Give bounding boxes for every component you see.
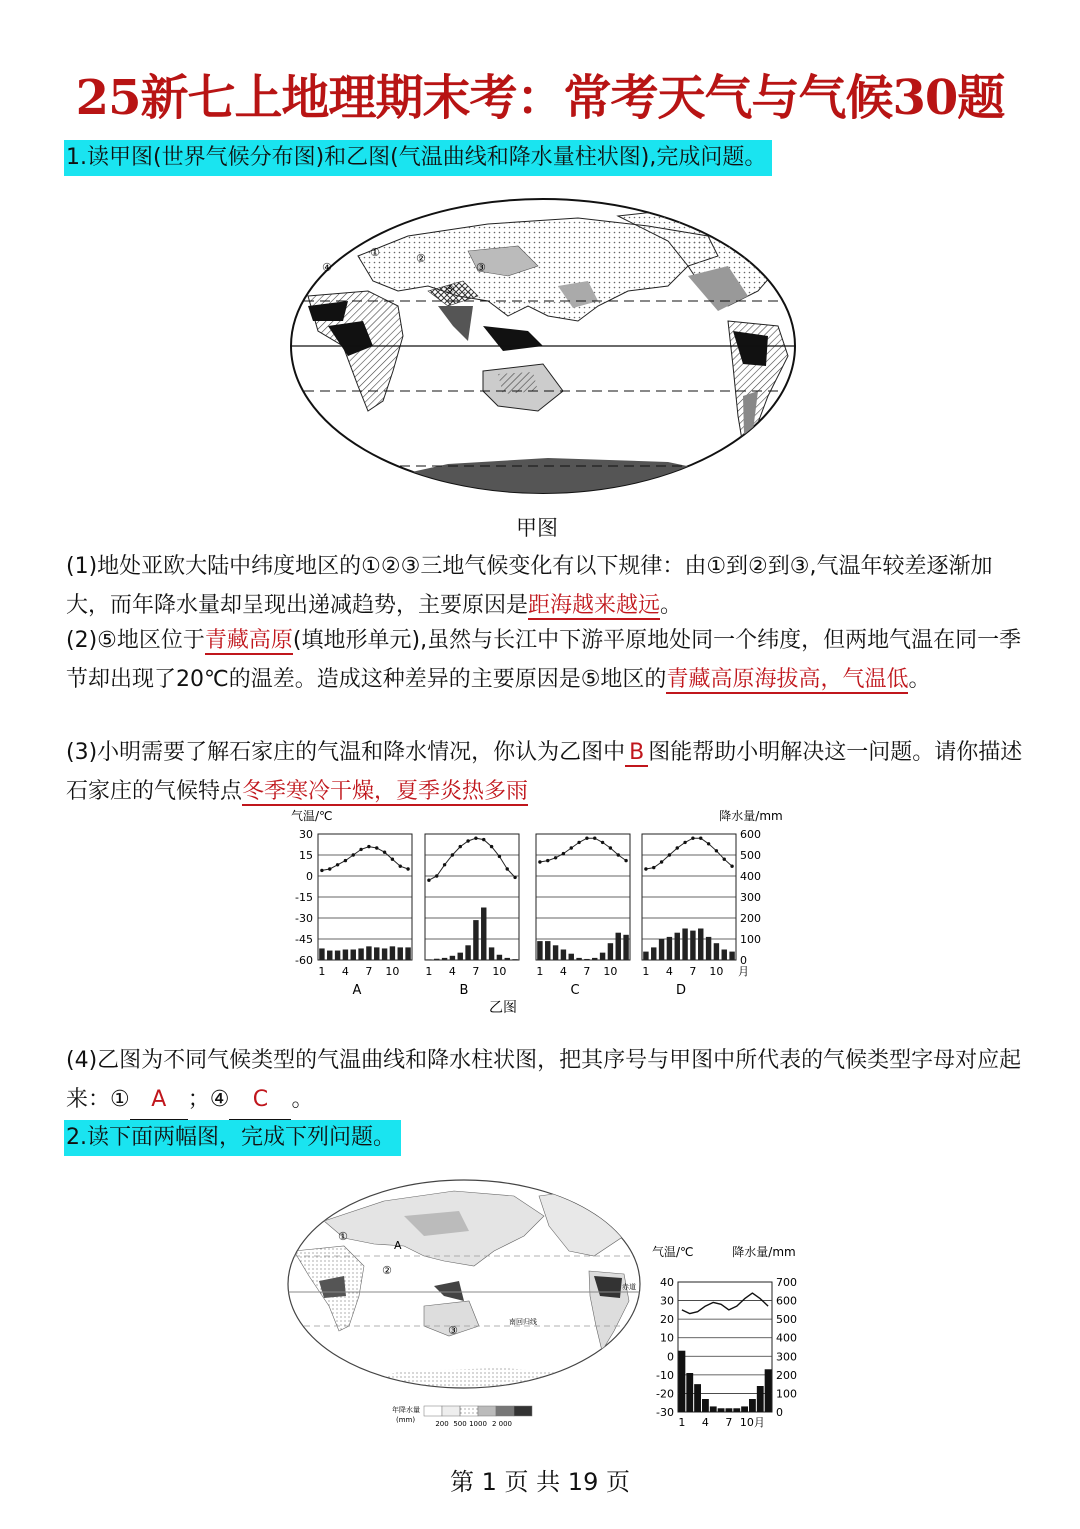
chart1-panel-label-A: A bbox=[352, 983, 362, 998]
chart1-temp-point-C-11 bbox=[617, 853, 620, 856]
chart1-right-tick: 400 bbox=[740, 870, 761, 883]
chart2-right-tick: 0 bbox=[776, 1406, 783, 1419]
chart1-temp-point-D-2 bbox=[652, 866, 655, 869]
map2-tropic-label: 南回归线 bbox=[509, 1318, 537, 1326]
chart1-temp-point-A-7 bbox=[367, 845, 370, 848]
world-climate-map-1 bbox=[288, 196, 798, 496]
chart1-temp-point-B-6 bbox=[466, 839, 469, 842]
chart1-bar-A-3 bbox=[335, 951, 340, 960]
q1-part2 bbox=[66, 621, 1026, 699]
chart1-bar-B-12 bbox=[512, 959, 517, 960]
chart1-temp-point-A-8 bbox=[375, 846, 378, 849]
chart1-temp-point-C-1 bbox=[538, 860, 541, 863]
chart1-temp-point-D-11 bbox=[723, 858, 726, 861]
chart1-left-tick: -60 bbox=[295, 954, 313, 967]
chart2-left-tick: -30 bbox=[656, 1406, 674, 1419]
chart1-temp-point-B-2 bbox=[435, 874, 438, 877]
chart1-temp-point-A-6 bbox=[359, 848, 362, 851]
chart1-bar-B-8 bbox=[481, 908, 486, 961]
chart1-temp-point-D-3 bbox=[660, 860, 663, 863]
chart1-bar-B-7 bbox=[473, 920, 478, 960]
chart1-temp-point-D-1 bbox=[644, 867, 647, 870]
chart1-bar-B-6 bbox=[465, 945, 470, 960]
chart2-month-tick: 4 bbox=[701, 1416, 709, 1429]
q1-part4-text-b: ；④ bbox=[187, 1087, 230, 1112]
chart1-right-tick: 200 bbox=[740, 912, 761, 925]
chart1-month-tick: 1 bbox=[425, 965, 433, 978]
chart1-bar-D-3 bbox=[659, 939, 664, 960]
chart1-left-tick: -45 bbox=[295, 933, 313, 946]
chart1-temp-point-D-4 bbox=[668, 853, 671, 856]
chart1-bar-C-12 bbox=[623, 935, 628, 960]
q1-part3 bbox=[66, 733, 1026, 811]
chart1-bar-A-12 bbox=[405, 947, 410, 960]
page-footer: 第 1 页 共 19 页 bbox=[450, 1468, 630, 1496]
chart1-month-tick: 1 bbox=[318, 965, 326, 978]
chart1-temp-point-A-4 bbox=[344, 859, 347, 862]
chart1-temp-point-A-9 bbox=[383, 851, 386, 854]
chart1-temp-point-C-2 bbox=[546, 859, 549, 862]
chart1-panel-C bbox=[536, 834, 630, 998]
chart1-panel-A bbox=[318, 834, 412, 998]
chart1-bar-D-8 bbox=[698, 929, 703, 961]
map1-label-4: ④ bbox=[322, 261, 332, 274]
chart1-month-tick: 10 bbox=[603, 965, 618, 978]
chart1-bar-B-3 bbox=[442, 958, 447, 960]
map2-legend-1000: 1000 bbox=[469, 1420, 487, 1428]
map1-label-1: ① bbox=[370, 246, 380, 259]
chart1-month-tick: 4 bbox=[448, 965, 456, 978]
chart1-left-tick: 0 bbox=[306, 870, 313, 883]
chart1-temp-point-B-9 bbox=[490, 845, 493, 848]
chart1-panel-B bbox=[425, 834, 519, 998]
chart2-bar-5 bbox=[710, 1406, 717, 1412]
chart2-ylabel-right: 降水量/mm bbox=[732, 1245, 796, 1259]
chart1-bar-A-2 bbox=[327, 951, 332, 960]
q1-part4-end: 。 bbox=[291, 1087, 314, 1112]
chart1-bar-A-4 bbox=[343, 950, 348, 961]
chart1-bar-D-9 bbox=[706, 937, 711, 960]
chart1-temp-point-C-4 bbox=[562, 852, 565, 855]
q1-part3-text-a: (3)小明需要了解石家庄的气温和降水情况，你认为乙图中 bbox=[66, 740, 626, 765]
chart1-right-tick: 500 bbox=[740, 849, 761, 862]
title-topic: 常考天气与气候 bbox=[563, 70, 893, 126]
chart2-bar-2 bbox=[686, 1373, 693, 1412]
chart1-temp-point-A-3 bbox=[336, 863, 339, 866]
q1-part4-blank-1: A bbox=[130, 1080, 188, 1120]
q1-part2-text-a: (2)⑤地区位于 bbox=[66, 628, 205, 653]
chart1-bar-C-5 bbox=[569, 954, 574, 960]
chart1-bar-A-8 bbox=[374, 947, 379, 960]
chart2-bar-11 bbox=[757, 1386, 764, 1412]
map1-caption: 甲图 bbox=[516, 516, 558, 540]
chart1-temp-point-C-12 bbox=[624, 859, 627, 862]
chart1-panel-label-C: C bbox=[570, 983, 580, 998]
chart1-temp-point-C-3 bbox=[554, 856, 557, 859]
chart1-bar-C-3 bbox=[553, 945, 558, 960]
title-count: 30题 bbox=[892, 70, 1005, 126]
chart1-bar-D-11 bbox=[722, 950, 727, 961]
chart1-temp-point-A-1 bbox=[320, 869, 323, 872]
chart1-temp-point-C-7 bbox=[585, 837, 588, 840]
chart1-bar-C-4 bbox=[561, 950, 566, 961]
q1-part2-text-b: (填地形单元),虽然与长江中下游平原地处同一个纬度，但两地气温在同一季节却出现了20℃的温差。造成这种差异的主要原因是⑤地区的 bbox=[66, 628, 1022, 692]
chart1-bar-A-1 bbox=[319, 948, 324, 960]
chart2-bar-9 bbox=[741, 1406, 748, 1412]
chart2-bar-12 bbox=[765, 1369, 772, 1412]
chart1-panel-label-B: B bbox=[459, 983, 469, 998]
map2-equator-label: 赤道 bbox=[622, 1283, 636, 1291]
chart1-bar-C-9 bbox=[600, 953, 605, 960]
chart2-left-tick: -20 bbox=[656, 1387, 674, 1401]
chart2-right-tick: 500 bbox=[776, 1313, 797, 1327]
chart2-bar-8 bbox=[733, 1408, 740, 1412]
q2-heading: 2.读下面两幅图，完成下列问题。 bbox=[64, 1120, 401, 1156]
chart2-bar-1 bbox=[679, 1351, 686, 1412]
chart1-left-tick: -30 bbox=[295, 912, 313, 925]
chart1-month-tick: 1 bbox=[642, 965, 650, 978]
chart1-bar-C-11 bbox=[616, 933, 621, 960]
chart1-bar-D-1 bbox=[643, 952, 648, 960]
chart1-temp-point-C-5 bbox=[570, 846, 573, 849]
q1-part1 bbox=[66, 547, 1026, 625]
chart1-ylabel-right: 降水量/mm bbox=[719, 809, 783, 823]
chart1-temp-point-B-4 bbox=[451, 853, 454, 856]
chart1-temp-point-D-10 bbox=[715, 849, 718, 852]
chart2-bar-6 bbox=[718, 1408, 725, 1412]
chart1-temp-point-A-5 bbox=[352, 853, 355, 856]
chart1-right-tick: 600 bbox=[740, 828, 761, 841]
map1-label-2: ② bbox=[416, 252, 426, 265]
map2-legend-unit: (mm) bbox=[396, 1416, 416, 1424]
chart1-temp-point-B-3 bbox=[443, 863, 446, 866]
chart1-bar-A-11 bbox=[398, 947, 403, 960]
chart1-temp-point-B-1 bbox=[427, 879, 430, 882]
q1-heading: 1.读甲图(世界气候分布图)和乙图(气温曲线和降水量柱状图),完成问题。 bbox=[64, 140, 772, 176]
chart1-temp-point-A-11 bbox=[399, 865, 402, 868]
map2-label-A: A bbox=[394, 1239, 402, 1252]
chart1-bar-A-10 bbox=[390, 946, 395, 960]
chart1-bar-D-5 bbox=[675, 933, 680, 960]
q1-part2-answer-reason: 青藏高原海拔高，气温低 bbox=[666, 667, 909, 692]
chart1-temp-point-D-12 bbox=[730, 865, 733, 868]
q1-part3-answer-chart: B bbox=[625, 740, 648, 767]
chart1-month-tick: 7 bbox=[472, 965, 480, 978]
map2-legend-200: 200 bbox=[435, 1420, 449, 1428]
chart1-temp-point-A-12 bbox=[406, 867, 409, 870]
climate-chart-2 bbox=[648, 1240, 808, 1440]
chart1-month-tick: 4 bbox=[665, 965, 673, 978]
chart1-temp-point-A-10 bbox=[391, 858, 394, 861]
chart1-bar-C-7 bbox=[584, 959, 589, 960]
chart1-bar-D-10 bbox=[714, 943, 719, 960]
chart2-right-tick: 200 bbox=[776, 1368, 797, 1382]
chart1-bar-A-6 bbox=[358, 948, 363, 960]
chart1-month-unit: 月 bbox=[738, 965, 749, 978]
q1-part4 bbox=[66, 1041, 1026, 1120]
chart1-temp-point-D-9 bbox=[707, 842, 710, 845]
chart1-bar-D-2 bbox=[651, 947, 656, 960]
map2-legend-2000: 2 000 bbox=[491, 1420, 513, 1428]
chart1-temp-point-B-10 bbox=[498, 855, 501, 858]
chart2-left-tick: -10 bbox=[656, 1368, 674, 1382]
q1-part3-answer-climate: 冬季寒冷干燥，夏季炎热多雨 bbox=[242, 779, 529, 804]
chart1-right-tick: 0 bbox=[740, 954, 747, 967]
world-precipitation-map-2 bbox=[284, 1176, 646, 1438]
chart1-temp-point-D-5 bbox=[676, 846, 679, 849]
chart2-left-tick: 40 bbox=[660, 1276, 674, 1289]
page-title bbox=[0, 68, 1080, 128]
chart1-month-tick: 7 bbox=[365, 965, 373, 978]
q1-part1-end: 。 bbox=[660, 593, 683, 618]
chart1-month-tick: 4 bbox=[559, 965, 567, 978]
chart1-bar-A-7 bbox=[366, 946, 371, 960]
climate-charts-b bbox=[283, 804, 813, 1024]
chart2-left-tick: 0 bbox=[667, 1350, 674, 1364]
chart1-bar-C-1 bbox=[537, 941, 542, 960]
chart1-bar-B-4 bbox=[450, 956, 455, 960]
chart1-bar-C-6 bbox=[576, 958, 581, 960]
chart2-ylabel-left: 气温/℃ bbox=[652, 1245, 694, 1259]
chart2-month-tick: 1 bbox=[678, 1416, 686, 1429]
q1-part1-answer: 距海越来越远 bbox=[528, 593, 661, 618]
chart1-temp-point-B-7 bbox=[474, 837, 477, 840]
chart2-left-tick: 10 bbox=[660, 1331, 674, 1345]
chart1-temp-point-C-6 bbox=[577, 841, 580, 844]
chart2-right-tick: 300 bbox=[776, 1350, 797, 1364]
chart1-month-tick: 7 bbox=[689, 965, 697, 978]
chart1-temp-point-A-2 bbox=[328, 867, 331, 870]
chart1-bar-B-5 bbox=[458, 953, 463, 960]
chart1-bar-A-9 bbox=[382, 948, 387, 960]
chart1-bar-D-4 bbox=[667, 937, 672, 960]
q1-part1-text: (1)地处亚欧大陆中纬度地区的①②③三地气候变化有以下规律：由①到②到③,气温年较差逐渐加大，而年降水量却呈现出递减趋势，主要原因是 bbox=[66, 554, 993, 618]
chart1-bar-D-7 bbox=[690, 931, 695, 960]
chart2-bar-10 bbox=[749, 1399, 756, 1412]
q1-part3-text-b: 图能帮助小明解决这一问题。请你描述石家庄的气候特点 bbox=[66, 740, 1023, 804]
chart1-bar-C-8 bbox=[592, 958, 597, 960]
chart1-bar-A-5 bbox=[351, 950, 356, 961]
chart1-panel-D bbox=[642, 834, 749, 998]
title-red-part: 25新七上地理期末考： bbox=[75, 70, 564, 126]
chart1-temp-point-B-12 bbox=[513, 876, 516, 879]
chart1-month-tick: 1 bbox=[536, 965, 544, 978]
map2-legend-title: 年降水量 bbox=[392, 1406, 420, 1414]
chart2-bar-7 bbox=[726, 1408, 733, 1412]
chart2-right-tick: 100 bbox=[776, 1387, 797, 1401]
chart1-right-tick: 100 bbox=[740, 933, 761, 946]
map2-label-3: ③ bbox=[448, 1324, 458, 1337]
chart2-right-tick: 700 bbox=[776, 1276, 797, 1289]
map1-label-5: ⑤ bbox=[445, 283, 455, 296]
map2-legend-500: 500 bbox=[453, 1420, 467, 1428]
chart1-bar-C-10 bbox=[608, 943, 613, 960]
chart1-panel-label-D: D bbox=[675, 983, 687, 998]
chart1-ylabel-left: 气温/℃ bbox=[291, 809, 333, 823]
chart1-bar-D-6 bbox=[682, 929, 687, 961]
chart2-left-tick: 30 bbox=[660, 1294, 674, 1308]
chart2-month-tick: 7 bbox=[725, 1416, 733, 1429]
chart1-month-tick: 10 bbox=[709, 965, 724, 978]
chart1-temp-point-D-7 bbox=[691, 837, 694, 840]
chart1-temp-point-D-8 bbox=[699, 837, 702, 840]
chart1-temp-point-B-8 bbox=[482, 838, 485, 841]
chart1-temp-point-B-11 bbox=[506, 867, 509, 870]
chart1-temp-point-C-10 bbox=[609, 846, 612, 849]
q1-part2-answer-landform: 青藏高原 bbox=[204, 628, 293, 653]
chart2-bar-3 bbox=[694, 1384, 701, 1412]
chart2-bar-4 bbox=[702, 1399, 709, 1412]
chart1-bar-B-9 bbox=[489, 947, 494, 960]
chart1-title: 乙图 bbox=[489, 1000, 517, 1016]
chart1-temp-point-B-5 bbox=[459, 845, 462, 848]
chart2-month-tick: 10月 bbox=[739, 1416, 765, 1429]
chart1-month-tick: 7 bbox=[583, 965, 591, 978]
chart2-right-tick: 400 bbox=[776, 1331, 797, 1345]
q1-part4-text-a: (4)乙图为不同气候类型的气温曲线和降水柱状图，把其序号与甲图中所代表的气候类型字母对应起来：① bbox=[66, 1048, 1022, 1112]
chart1-left-tick: -15 bbox=[295, 891, 313, 904]
chart2-right-tick: 600 bbox=[776, 1294, 797, 1308]
chart1-month-tick: 10 bbox=[492, 965, 507, 978]
chart1-bar-D-12 bbox=[729, 952, 734, 960]
chart1-bar-B-10 bbox=[497, 955, 502, 960]
map2-label-2: ② bbox=[382, 1264, 392, 1277]
chart1-month-tick: 10 bbox=[385, 965, 400, 978]
chart1-bar-C-2 bbox=[545, 941, 550, 960]
chart1-bar-B-11 bbox=[505, 958, 510, 960]
chart2-left-tick: 20 bbox=[660, 1313, 674, 1327]
chart1-left-tick: 30 bbox=[299, 828, 313, 841]
chart1-temp-point-C-9 bbox=[601, 841, 604, 844]
map1-label-3: ③ bbox=[476, 261, 486, 274]
chart1-bar-B-2 bbox=[434, 959, 439, 960]
chart1-temp-point-C-8 bbox=[593, 837, 596, 840]
map2-legend-swatches bbox=[424, 1406, 532, 1416]
map2-label-1: ① bbox=[338, 1230, 348, 1243]
chart1-bar-B-1 bbox=[426, 959, 431, 960]
q1-part4-blank-4: C bbox=[229, 1080, 291, 1120]
q1-part2-end: 。 bbox=[908, 667, 931, 692]
chart1-month-tick: 4 bbox=[341, 965, 349, 978]
chart1-right-tick: 300 bbox=[740, 891, 761, 904]
chart1-left-tick: 15 bbox=[299, 849, 313, 862]
chart1-temp-point-D-6 bbox=[683, 841, 686, 844]
